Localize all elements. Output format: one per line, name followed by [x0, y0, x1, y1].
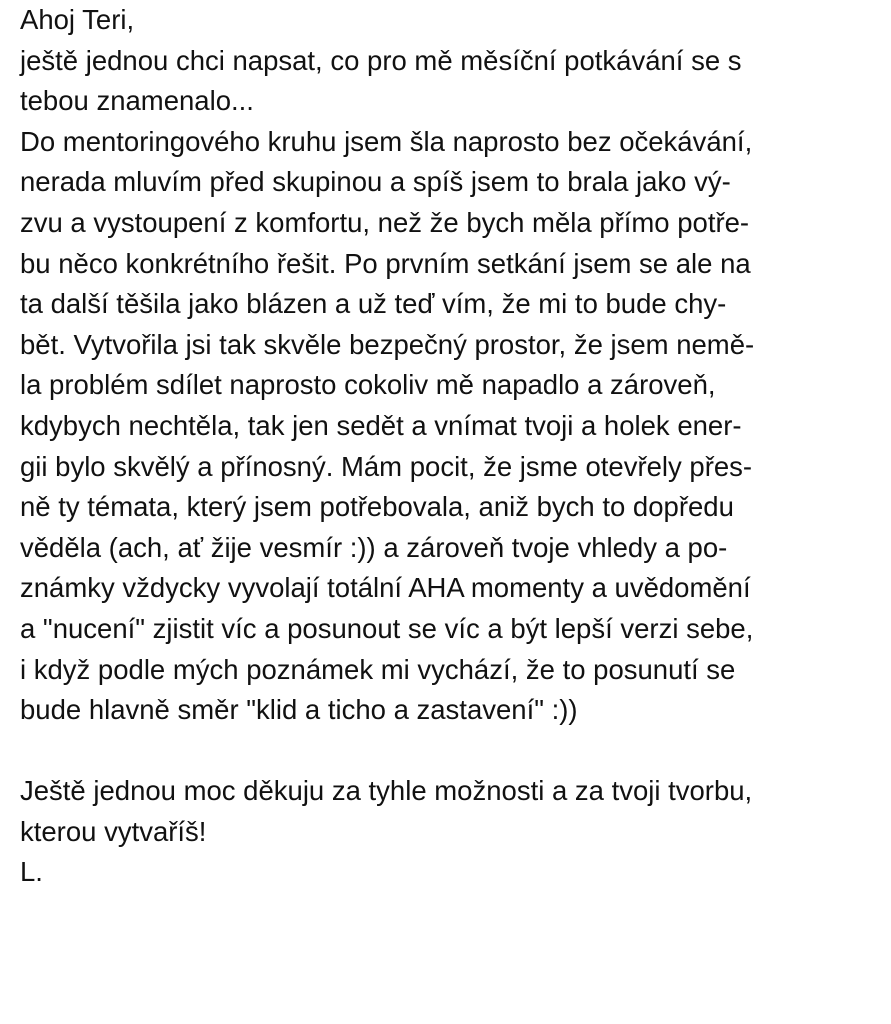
text-line: la problém sdílet naprosto cokoliv mě napadlo a zároveň, [20, 369, 716, 401]
text-line: nerada mluvím před skupinou a spíš jsem to brala jako vý- [20, 166, 731, 198]
text-line: známky vždycky vyvolají totální AHA momenty a uvědomění [20, 572, 751, 604]
text-line: kterou vytvaříš! [20, 815, 207, 847]
paragraph-intro [20, 41, 880, 122]
message-body [20, 0, 880, 893]
text-line: Ještě jednou moc děkuju za tyhle možnosti a za tvoji tvorbu, [20, 775, 753, 807]
text-line: bude hlavně směr "klid a ticho a zastavení" :)) [20, 694, 578, 726]
greeting: Ahoj Teri, [20, 4, 135, 35]
text-line: gii bylo skvělý a přínosný. Mám pocit, že jsme otevřely přes- [20, 450, 753, 482]
text-line: ta další těšila jako blázen a už teď vím, že mi to bude chy- [20, 288, 727, 320]
paragraph-thanks [20, 771, 880, 852]
text-line: tebou znamenalo... [20, 85, 254, 117]
text-line: a "nucení" zjistit víc a posunout se víc a být lepší verzi sebe, [20, 612, 754, 644]
text-line: zvu a vystoupení z komfortu, než že bych měla přímo potře- [20, 206, 750, 238]
text-line: věděla (ach, ať žije vesmír :)) a zároveň tvoje vhledy a po- [20, 531, 728, 563]
text-line: ně ty témata, který jsem potřebovala, aniž bych to dopředu [20, 491, 734, 523]
text-line: ještě jednou chci napsat, co pro mě měsíční potkávání se s [20, 44, 742, 76]
text-line: kdybych nechtěla, tak jen sedět a vnímat tvoji a holek ener- [20, 409, 742, 441]
text-line: i když podle mých poznámek mi vychází, že to posunutí se [20, 653, 736, 685]
paragraph-spacer [20, 731, 880, 772]
text-line: Do mentoringového kruhu jsem šla naprosto bez očekávání, [20, 125, 753, 157]
text-line: bět. Vytvořila jsi tak skvěle bezpečný prostor, že jsem nemě- [20, 328, 755, 360]
paragraph-main [20, 122, 880, 731]
text-line: bu něco konkrétního řešit. Po prvním setkání jsem se ale na [20, 247, 751, 279]
signature: L. [20, 856, 43, 888]
